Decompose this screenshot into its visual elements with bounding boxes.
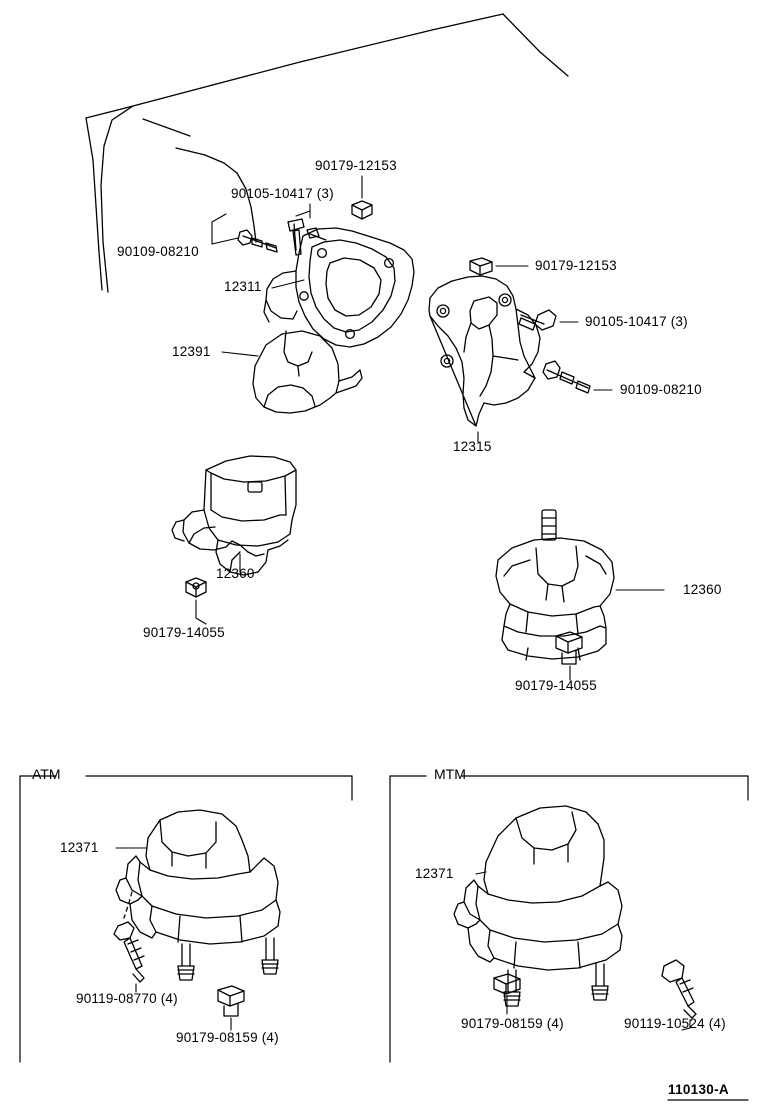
callout-90179-14055-right: 90179-14055 [515,678,597,693]
callout-90105-10417-left: 90105-10417 (3) [231,186,334,201]
callout-12311: 12311 [224,279,262,294]
callout-90109-08210-left: 90109-08210 [117,244,199,259]
callout-12371-mtm: 12371 [415,866,454,881]
figure-number: 110130-A [668,1082,729,1097]
callout-12371-atm: 12371 [60,840,99,855]
callout-90179-08159-atm: 90179-08159 (4) [176,1030,279,1045]
callout-12360-left: 12360 [216,566,255,581]
callout-90179-12153-right: 90179-12153 [535,258,617,273]
callout-12391: 12391 [172,344,211,359]
section-label-mtm: MTM [434,766,466,782]
callout-90105-10417-right: 90105-10417 (3) [585,314,688,329]
callout-90109-08210-right: 90109-08210 [620,382,702,397]
callout-90179-12153-top: 90179-12153 [315,158,397,173]
callout-90179-14055-left: 90179-14055 [143,625,225,640]
callout-90179-08159-mtm: 90179-08159 (4) [461,1016,564,1031]
callout-90119-08770: 90119-08770 (4) [76,991,178,1006]
callout-12360-right: 12360 [683,582,722,597]
callout-90119-10524: 90119-10524 (4) [624,1016,726,1031]
section-label-atm: ATM [32,766,61,782]
callout-12315: 12315 [453,439,492,454]
